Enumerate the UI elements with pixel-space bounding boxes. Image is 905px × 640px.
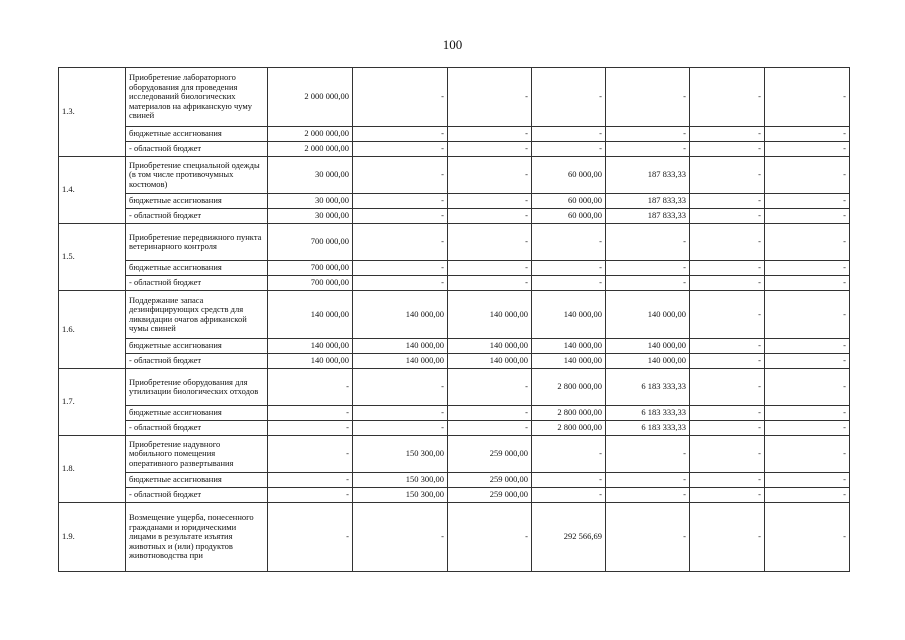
value-cell: 30 000,00 bbox=[268, 209, 353, 224]
row-code: 1.7. bbox=[59, 369, 126, 436]
value-cell: 140 000,00 bbox=[606, 291, 690, 339]
value-cell: 700 000,00 bbox=[268, 276, 353, 291]
value-cell: - bbox=[690, 68, 765, 127]
table-row bbox=[59, 194, 850, 209]
value-cell: - bbox=[765, 157, 850, 194]
value-cell: - bbox=[606, 473, 690, 488]
row-name: - областной бюджет bbox=[126, 354, 268, 369]
value-cell: 2 800 000,00 bbox=[532, 421, 606, 436]
value-cell: - bbox=[765, 503, 850, 572]
value-cell: - bbox=[448, 369, 532, 406]
value-cell: - bbox=[765, 127, 850, 142]
value-cell: - bbox=[765, 291, 850, 339]
value-cell: 60 000,00 bbox=[532, 194, 606, 209]
value-cell: - bbox=[532, 127, 606, 142]
row-name: бюджетные ассигнования bbox=[126, 339, 268, 354]
value-cell: - bbox=[448, 127, 532, 142]
row-name: бюджетные ассигнования bbox=[126, 127, 268, 142]
value-cell: - bbox=[690, 194, 765, 209]
table-row bbox=[59, 68, 850, 127]
value-cell: - bbox=[690, 291, 765, 339]
value-cell: 150 300,00 bbox=[353, 488, 448, 503]
value-cell: 140 000,00 bbox=[532, 354, 606, 369]
value-cell: - bbox=[690, 339, 765, 354]
value-cell: - bbox=[606, 224, 690, 261]
value-cell: 140 000,00 bbox=[532, 339, 606, 354]
table-row bbox=[59, 261, 850, 276]
value-cell: 2 000 000,00 bbox=[268, 142, 353, 157]
value-cell: - bbox=[765, 224, 850, 261]
value-cell: 150 300,00 bbox=[353, 436, 448, 473]
value-cell: - bbox=[268, 369, 353, 406]
value-cell: - bbox=[606, 436, 690, 473]
value-cell: 140 000,00 bbox=[448, 339, 532, 354]
value-cell: 150 300,00 bbox=[353, 473, 448, 488]
value-cell: - bbox=[765, 488, 850, 503]
value-cell: - bbox=[532, 276, 606, 291]
value-cell: - bbox=[765, 406, 850, 421]
row-code: 1.9. bbox=[59, 503, 126, 572]
value-cell: - bbox=[690, 157, 765, 194]
value-cell: - bbox=[353, 194, 448, 209]
value-cell: - bbox=[268, 473, 353, 488]
value-cell: 60 000,00 bbox=[532, 209, 606, 224]
page-number: 100 bbox=[442, 37, 463, 52]
value-cell: 6 183 333,33 bbox=[606, 406, 690, 421]
value-cell: 259 000,00 bbox=[448, 473, 532, 488]
value-cell: - bbox=[353, 157, 448, 194]
value-cell: - bbox=[353, 503, 448, 572]
value-cell: - bbox=[268, 406, 353, 421]
table-row bbox=[59, 436, 850, 473]
value-cell: - bbox=[690, 436, 765, 473]
value-cell: 2 800 000,00 bbox=[532, 369, 606, 406]
value-cell: 30 000,00 bbox=[268, 194, 353, 209]
value-cell: - bbox=[532, 261, 606, 276]
value-cell: 140 000,00 bbox=[268, 339, 353, 354]
table-row bbox=[59, 209, 850, 224]
row-code: 1.6. bbox=[59, 291, 126, 369]
value-cell: - bbox=[606, 68, 690, 127]
row-name: Приобретение лабораторного оборудования для проведения исследований биологических материалов на африканскую чуму свиней bbox=[126, 68, 268, 127]
value-cell: - bbox=[690, 209, 765, 224]
value-cell: - bbox=[765, 68, 850, 127]
value-cell: - bbox=[448, 503, 532, 572]
table-row bbox=[59, 503, 850, 572]
value-cell: 700 000,00 bbox=[268, 261, 353, 276]
value-cell: - bbox=[606, 261, 690, 276]
value-cell: 259 000,00 bbox=[448, 488, 532, 503]
value-cell: 2 800 000,00 bbox=[532, 406, 606, 421]
value-cell: - bbox=[448, 157, 532, 194]
value-cell: - bbox=[353, 224, 448, 261]
value-cell: 140 000,00 bbox=[448, 291, 532, 339]
value-cell: - bbox=[765, 421, 850, 436]
value-cell: - bbox=[353, 142, 448, 157]
row-code: 1.4. bbox=[59, 157, 126, 224]
value-cell: 30 000,00 bbox=[268, 157, 353, 194]
value-cell: 259 000,00 bbox=[448, 436, 532, 473]
row-name: бюджетные ассигнования bbox=[126, 406, 268, 421]
row-name: Приобретение передвижного пункта ветеринарного контроля bbox=[126, 224, 268, 261]
value-cell: - bbox=[353, 406, 448, 421]
value-cell: 140 000,00 bbox=[532, 291, 606, 339]
value-cell: - bbox=[532, 473, 606, 488]
value-cell: - bbox=[353, 209, 448, 224]
row-name: - областной бюджет bbox=[126, 488, 268, 503]
table-body bbox=[59, 68, 850, 572]
row-code: 1.5. bbox=[59, 224, 126, 291]
value-cell: - bbox=[690, 421, 765, 436]
value-cell: 140 000,00 bbox=[268, 354, 353, 369]
value-cell: 60 000,00 bbox=[532, 157, 606, 194]
row-name: Приобретение надувного мобильного помещения оперативного развертывания bbox=[126, 436, 268, 473]
row-name: бюджетные ассигнования bbox=[126, 194, 268, 209]
value-cell: - bbox=[532, 142, 606, 157]
value-cell: - bbox=[532, 68, 606, 127]
value-cell: - bbox=[606, 142, 690, 157]
table-row bbox=[59, 276, 850, 291]
value-cell: - bbox=[690, 369, 765, 406]
value-cell: - bbox=[268, 436, 353, 473]
value-cell: - bbox=[765, 276, 850, 291]
value-cell: - bbox=[765, 436, 850, 473]
row-name: - областной бюджет bbox=[126, 209, 268, 224]
value-cell: - bbox=[448, 142, 532, 157]
value-cell: - bbox=[690, 488, 765, 503]
value-cell: 140 000,00 bbox=[353, 291, 448, 339]
row-name: - областной бюджет bbox=[126, 421, 268, 436]
row-name: бюджетные ассигнования bbox=[126, 473, 268, 488]
value-cell: 140 000,00 bbox=[448, 354, 532, 369]
value-cell: - bbox=[448, 68, 532, 127]
table-row bbox=[59, 291, 850, 339]
value-cell: 140 000,00 bbox=[606, 354, 690, 369]
value-cell: - bbox=[690, 224, 765, 261]
value-cell: - bbox=[690, 142, 765, 157]
table-row bbox=[59, 157, 850, 194]
value-cell: - bbox=[532, 436, 606, 473]
table-row bbox=[59, 406, 850, 421]
value-cell: - bbox=[448, 194, 532, 209]
value-cell: - bbox=[690, 503, 765, 572]
row-name: бюджетные ассигнования bbox=[126, 261, 268, 276]
value-cell: - bbox=[268, 421, 353, 436]
row-code: 1.3. bbox=[59, 68, 126, 157]
value-cell: - bbox=[765, 261, 850, 276]
value-cell: - bbox=[765, 369, 850, 406]
value-cell: - bbox=[353, 68, 448, 127]
value-cell: - bbox=[765, 339, 850, 354]
value-cell: - bbox=[690, 276, 765, 291]
table-row bbox=[59, 127, 850, 142]
value-cell: - bbox=[765, 354, 850, 369]
table-row bbox=[59, 369, 850, 406]
value-cell: - bbox=[268, 488, 353, 503]
value-cell: 292 566,69 bbox=[532, 503, 606, 572]
table-row bbox=[59, 339, 850, 354]
value-cell: 187 833,33 bbox=[606, 209, 690, 224]
table-row bbox=[59, 473, 850, 488]
value-cell: 187 833,33 bbox=[606, 194, 690, 209]
value-cell: - bbox=[765, 142, 850, 157]
value-cell: 140 000,00 bbox=[353, 354, 448, 369]
table-row bbox=[59, 142, 850, 157]
value-cell: 187 833,33 bbox=[606, 157, 690, 194]
budget-table bbox=[58, 67, 850, 572]
value-cell: - bbox=[268, 503, 353, 572]
value-cell: - bbox=[448, 261, 532, 276]
value-cell: - bbox=[448, 421, 532, 436]
value-cell: - bbox=[448, 224, 532, 261]
value-cell: - bbox=[448, 209, 532, 224]
value-cell: - bbox=[532, 488, 606, 503]
row-name: - областной бюджет bbox=[126, 276, 268, 291]
value-cell: - bbox=[353, 261, 448, 276]
value-cell: 700 000,00 bbox=[268, 224, 353, 261]
value-cell: - bbox=[353, 421, 448, 436]
value-cell: 2 000 000,00 bbox=[268, 68, 353, 127]
value-cell: 2 000 000,00 bbox=[268, 127, 353, 142]
value-cell: - bbox=[353, 127, 448, 142]
value-cell: - bbox=[606, 503, 690, 572]
row-name: Поддержание запаса дезинфицирующих средств для ликвидации очагов африканской чумы свиней bbox=[126, 291, 268, 339]
value-cell: - bbox=[353, 369, 448, 406]
value-cell: - bbox=[765, 473, 850, 488]
value-cell: - bbox=[448, 406, 532, 421]
value-cell: 140 000,00 bbox=[268, 291, 353, 339]
value-cell: - bbox=[606, 127, 690, 142]
value-cell: - bbox=[606, 488, 690, 503]
value-cell: - bbox=[690, 354, 765, 369]
value-cell: - bbox=[532, 224, 606, 261]
table-row bbox=[59, 488, 850, 503]
table-row bbox=[59, 421, 850, 436]
value-cell: - bbox=[765, 209, 850, 224]
value-cell: 6 183 333,33 bbox=[606, 421, 690, 436]
value-cell: - bbox=[690, 261, 765, 276]
value-cell: 140 000,00 bbox=[606, 339, 690, 354]
value-cell: - bbox=[690, 406, 765, 421]
value-cell: - bbox=[765, 194, 850, 209]
value-cell: - bbox=[606, 276, 690, 291]
row-name: - областной бюджет bbox=[126, 142, 268, 157]
value-cell: - bbox=[353, 276, 448, 291]
value-cell: - bbox=[690, 127, 765, 142]
row-name: Возмещение ущерба, понесенного гражданами и юридическими лицами в результате изъятия животных и (или) продуктов животноводства при bbox=[126, 503, 268, 572]
value-cell: - bbox=[448, 276, 532, 291]
value-cell: - bbox=[690, 473, 765, 488]
value-cell: 140 000,00 bbox=[353, 339, 448, 354]
row-name: Приобретение оборудования для утилизации биологических отходов bbox=[126, 369, 268, 406]
value-cell: 6 183 333,33 bbox=[606, 369, 690, 406]
row-code: 1.8. bbox=[59, 436, 126, 503]
table-row bbox=[59, 354, 850, 369]
row-name: Приобретение специальной одежды (в том числе противочумных костюмов) bbox=[126, 157, 268, 194]
table-row bbox=[59, 224, 850, 261]
